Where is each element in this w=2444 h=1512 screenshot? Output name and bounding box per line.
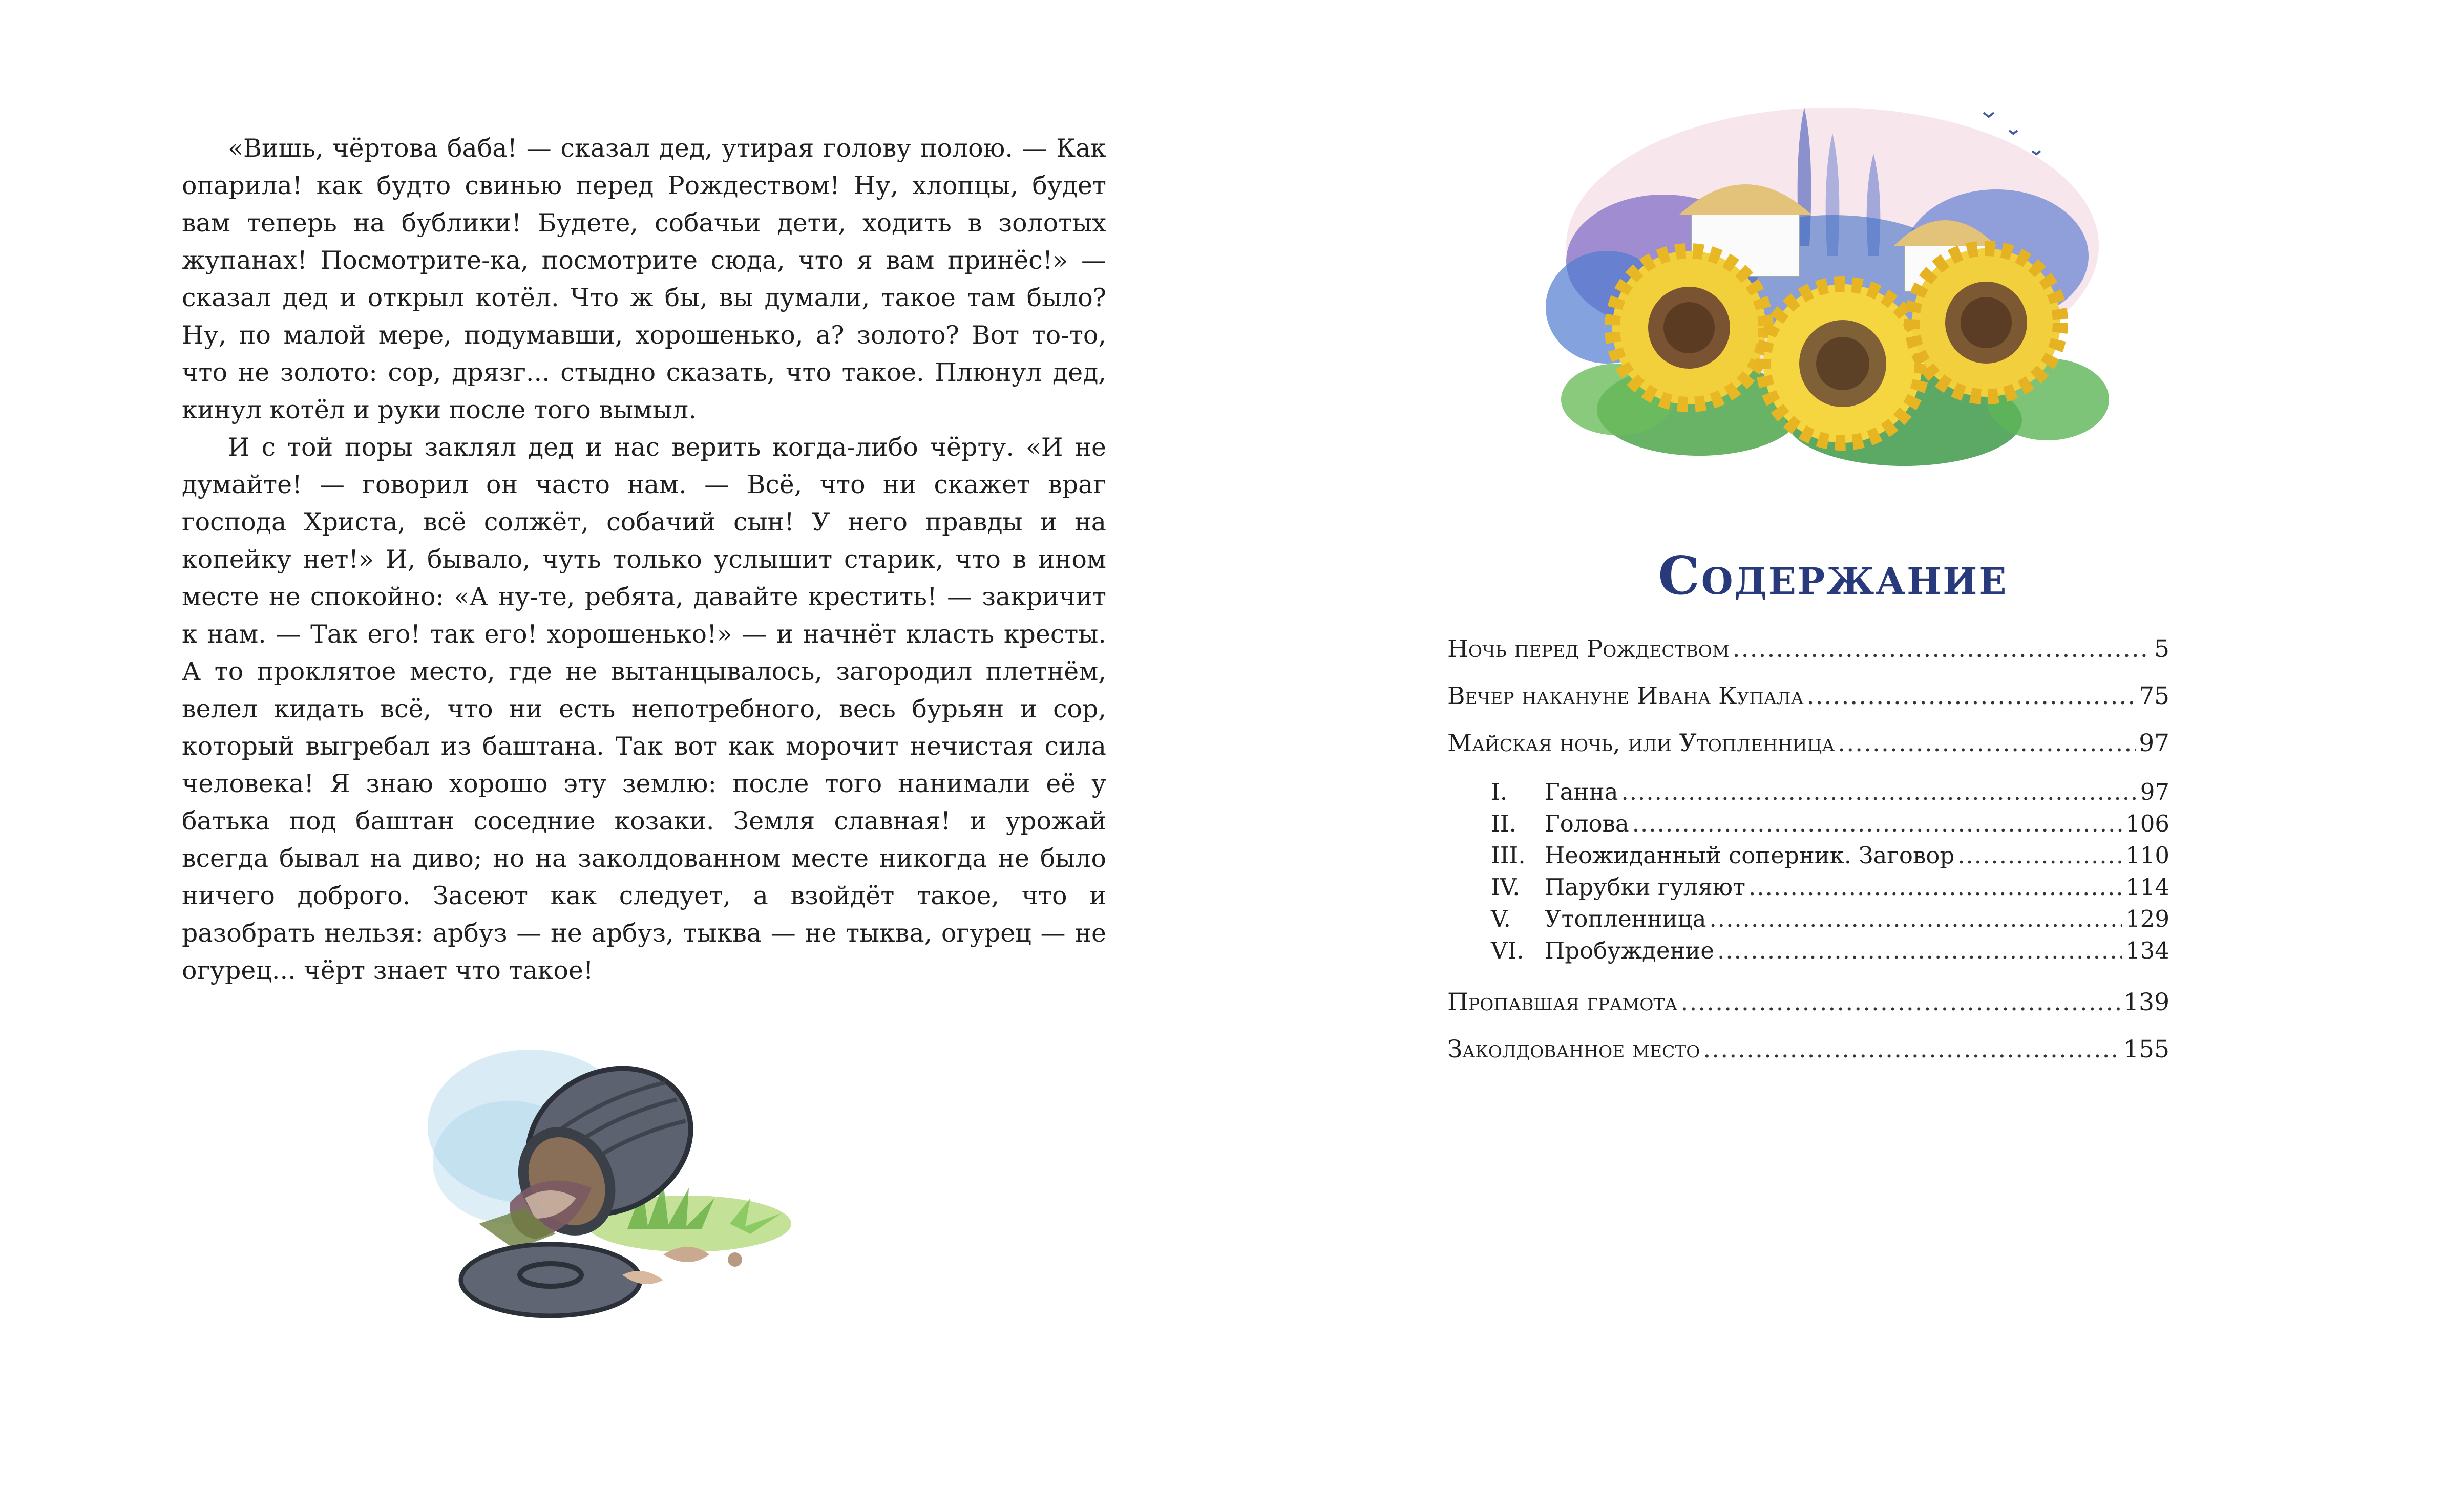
toc-page-number: 139 bbox=[2123, 988, 2169, 1016]
toc-entry[interactable] bbox=[1447, 682, 2169, 712]
toc-subentry[interactable] bbox=[1447, 937, 2169, 969]
toc-leader-dots bbox=[1680, 988, 2120, 1016]
toc-page-number: 106 bbox=[2125, 810, 2169, 837]
toc-page-number: 134 bbox=[2125, 937, 2169, 964]
toc-leader-dots bbox=[1703, 1035, 2120, 1063]
toc-page-number: 155 bbox=[2123, 1035, 2169, 1063]
toc-entry-title: Пропавшая грамота bbox=[1447, 988, 1678, 1016]
toc-leader-dots bbox=[1733, 635, 2151, 663]
toc-entry-title: Ганна bbox=[1545, 778, 1618, 805]
paragraph: «Вишь, чёртова баба! — сказал дед, утирая голову полою. — Как опарила! как будто свинью перед Рождеством! Ну, хлопцы, будет вам теперь на бублики! Будете, собачьи дети, ходить в золотых жупанах! Посмотрите-ка, посмотрите сюда, что я вам принёс!» — сказал дед и открыл котёл. Что ж бы, вы думали, такое там было? Ну, по малой мере, подумавши, хорошенько, а? золото? Вот то-то, что не золото: сор, дрязг... стыдно сказать, что такое. Плюнул дед, кинул котёл и руки после того вымыл. bbox=[182, 134, 1106, 424]
toc-chapter-number: V. bbox=[1491, 905, 1511, 932]
story-text bbox=[182, 130, 1106, 989]
toc-page-number: 97 bbox=[2140, 778, 2169, 805]
toc-entry-title: Пробуждение bbox=[1545, 937, 1715, 964]
toc-leader-dots bbox=[1632, 810, 2122, 837]
toc-subentry[interactable] bbox=[1447, 874, 2169, 905]
toc-subentry[interactable] bbox=[1447, 810, 2169, 842]
toc-leader-dots bbox=[1621, 778, 2137, 805]
toc-leader-dots bbox=[1838, 729, 2136, 757]
toc-entry-title: Голова bbox=[1545, 810, 1629, 837]
toc-subentry[interactable] bbox=[1447, 778, 2169, 810]
sunflowers-village-illustration bbox=[1546, 92, 2114, 476]
toc-chapter-number: IV. bbox=[1491, 874, 1520, 901]
toc-page-number: 97 bbox=[2139, 729, 2169, 757]
toc-entry-title: Вечер накануне Ивана Купала bbox=[1447, 682, 1804, 710]
toc-entry[interactable] bbox=[1447, 988, 2169, 1018]
toc-page-number: 75 bbox=[2139, 682, 2169, 710]
toc-chapter-number: I. bbox=[1491, 778, 1508, 805]
toc-chapter-number: VI. bbox=[1491, 937, 1524, 964]
toc-leader-dots bbox=[1748, 874, 2122, 901]
toc-entry-title: Ночь перед Рождеством bbox=[1447, 635, 1730, 663]
toc-page-number: 110 bbox=[2125, 842, 2169, 869]
toc-title: Содержание bbox=[1658, 545, 2008, 607]
toc-page-number: 5 bbox=[2154, 635, 2169, 663]
toc-leader-dots bbox=[1709, 905, 2122, 932]
toc-page-number: 129 bbox=[2125, 905, 2169, 932]
toc-chapter-number: II. bbox=[1491, 810, 1516, 837]
toc-page-number: 114 bbox=[2125, 874, 2169, 901]
toc-leader-dots bbox=[1807, 682, 2136, 710]
toc-chapter-number: III. bbox=[1491, 842, 1526, 869]
toc-entry[interactable] bbox=[1447, 1035, 2169, 1065]
paragraph: И с той поры заклял дед и нас верить когда-либо чёрту. «И не думайте! — говорил он часто нам. — Всё, что ни скажет враг господа Христа, всё солжёт, собачий сын! У него правды и на копейку нет!» И, бывало, чуть только услышит старик, что в ином месте не спокойно: «А ну-те, ребята, давайте крестить! — закричит к нам. — Так его! так его! хорошенько!» — и начнёт класть кресты. А то проклятое место, где не вытанцывалось, загородил плетнём, велел кидать всё, что ни есть непотребного, весь бурьян и сор, который выгребал из баштана. Так вот как морочит нечистая сила человека! Я знаю хорошо эту землю: после того нанимали её у батька под баштан соседние козаки. Земля славная! и урожай всегда бывал на диво; но на заколдованном месте никогда не было ничего доброго. Засеют как следует, а взойдёт такое, что и разобрать нельзя: арбуз — не арбуз, тыква — не тыква, огурец — не огурец... чёрт знает что такое! bbox=[182, 433, 1106, 985]
toc-leader-dots bbox=[1717, 937, 2122, 964]
toc-subentry[interactable] bbox=[1447, 905, 2169, 937]
right-page bbox=[1222, 0, 2444, 1512]
table-of-contents bbox=[1447, 635, 2169, 1065]
overturned-pot-illustration bbox=[423, 1034, 822, 1341]
toc-entry[interactable] bbox=[1447, 729, 2169, 759]
toc-subentry[interactable] bbox=[1447, 842, 2169, 874]
toc-entry-title: Майская ночь, или Утопленница bbox=[1447, 729, 1835, 757]
toc-entry[interactable] bbox=[1447, 635, 2169, 665]
toc-entry-title: Заколдованное место bbox=[1447, 1035, 1700, 1063]
toc-entry-title: Утопленница bbox=[1545, 905, 1706, 932]
toc-entry-title: Парубки гуляют bbox=[1545, 874, 1745, 901]
toc-entry-title: Неожиданный соперник. Заговор bbox=[1545, 842, 1955, 869]
toc-leader-dots bbox=[1957, 842, 2122, 869]
